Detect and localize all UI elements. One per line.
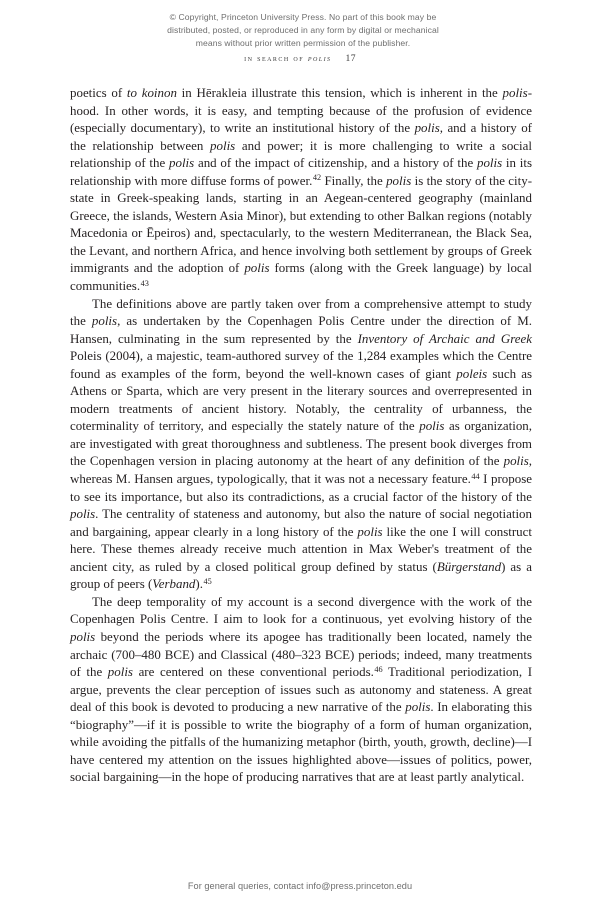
running-head (0, 53, 600, 64)
page-body (70, 84, 532, 786)
copyright-line: means without prior written permission of the publisher. (195, 38, 411, 49)
copyright-line: distributed, posted, or reproduced in any form by digital or mechanical (167, 25, 439, 36)
paragraph: The definitions above are partly taken over from a comprehensive attempt to study the polis, as undertaken by the Copenhagen Polis Centre under the direction of M. Hansen, culminating in the sum represented by the Inventory of Archaic and Greek Poleis (2004), a majestic, team-authored survey of the 1,284 examples which the Centre found as examples of the form, beyond the well-known cases of giant poleis such as Athens or Sparta, which are very present in the literary sources and overrepresented in modern treatments of ancient history. Notably, the centrality of urbanness, the coterminality of territory, and especially the stately nature of the polis as organization, are investigated with great thoroughness and subtleness. The present book diverges from the Copenhagen version in placing autonomy at the heart of any definition of the polis, whereas M. Hansen argues, typologically, that it was not a necessary feature.$^{44}$ I propose to see its importance, but also its contradictions, as a crucial factor of the history of the polis. The centrality of stateness and autonomy, but also the nature of social negotiation and bargaining, appear clearly in a long history of the polis like the one I will construct here. These themes already receive much attention in Max Weber's treatment of the ancient city, as ruled by a closed political group defined by status (Bürgerstand) as a group of peers (Verband).$^{45}$ (70, 295, 532, 592)
copyright-notice (108, 11, 498, 51)
copyright-line: © Copyright, Princeton University Press. No part of this book may be (169, 12, 437, 22)
paragraph: The deep temporality of my account is a second divergence with the work of the Copenhagen Polis Centre. I aim to look for a continuous, yet evolving history of the polis beyond the periods where its apogee has traditionally been located, namely the archaic (700–480 BCE) and Classical (480–323 BCE) periods; indeed, many treatments of the polis are centered on these conventional periods.$^{46}$ Traditional periodization, I argue, prevents the clear perception of issues such as autonomy and stateness. A great deal of this book is devoted to producing a new narrative of the polis. In elaborating this “biography”—if it is possible to write the biography of a form of human organization, while avoiding the pitfalls of the humanizing metaphor (birth, youth, growth, decline)—I have centered my attention on the issues highlighted above—issues of politics, power, social bargaining—in the hope of producing narratives that are at least partly analytical. (70, 593, 533, 785)
running-head-title-italic: polis (307, 53, 332, 63)
paragraph: poetics of to koinon in Hērakleia illustrate this tension, which is inherent in the polis-hood. In other words, it is easy, and tempting because of the profusion of evidence (especially documentary), to write an institutional history of the polis, and a history of the relationship between polis and power; it is more challenging to write a social relationship of the polis and of the impact of citizenship, and a history of the polis in its relationship with more diffuse forms of power.$^{42}$ Finally, the polis is the story of the city-state in Greek-speaking lands, starting in an Aegean-centered geography (mainland Greece, the islands, Western Asia Minor), but extending to other Balkan regions (notably Macedonia or Ēpeiros) and, spectacularly, to the western Mediterranean, the Black Sea, the Levant, and northern Africa, and hence involving both settlement by groups of Greek immigrants and the adoption of polis forms (along with the Greek language) by local communities.$^{43}$ (70, 85, 533, 294)
footer-queries: For general queries, contact info@press.princeton.edu (187, 881, 413, 891)
running-head-title: in search of (244, 53, 308, 63)
page-number: 17 (345, 53, 356, 64)
